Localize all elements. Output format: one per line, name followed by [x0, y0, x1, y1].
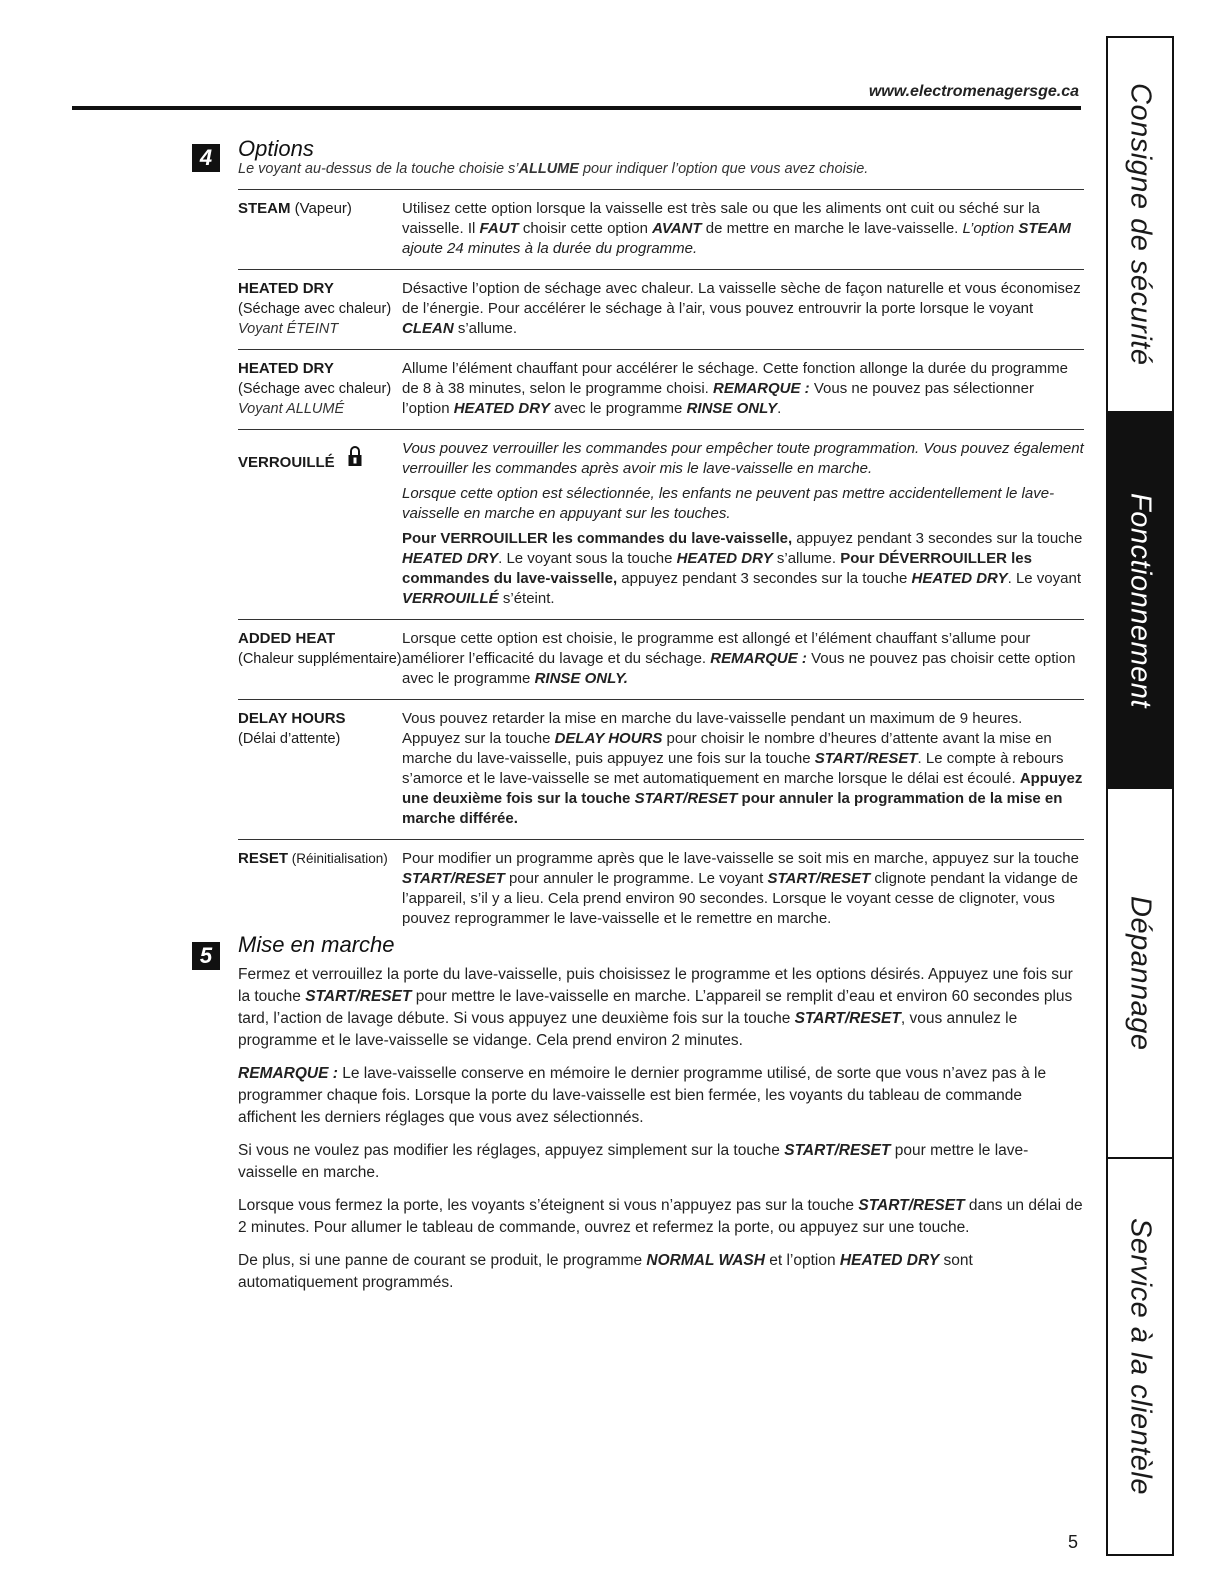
- options-table: [238, 189, 1084, 939]
- tab-depannage[interactable]: [1108, 787, 1172, 1157]
- paragraph: Fermez et verrouillez la porte du lave-vaisselle, puis choisissez le programme et les options désirés. Appuyez une fois sur la touche START/RESET pour mettre le lave-vaisselle en marche. L’appareil se remplit d’eau et environ 60 secondes plus tard, l’action de lavage débute. Si vous appuyez une deuxième fois sur la touche START/RESET, vous annulez le programme et le lave-vaisselle se vidange. Cela prend environ 2 minutes.: [238, 966, 1073, 1049]
- website-url[interactable]: www.electromenagersge.ca: [868, 83, 1079, 100]
- option-description: Désactive l’option de séchage avec chaleur. La vaisselle sèche de façon naturelle et vous économisez de l’énergie. Pour accélérer le séchage à l’air, vous pouvez entrouvrir la porte lorsque le voyant CLEAN s’allume.: [402, 280, 1081, 337]
- option-description: Utilisez cette option lorsque la vaisselle est très sale ou que les aliments ont cuit ou séché sur la vaisselle. Il FAUT choisir cette option AVANT de mettre en marche le lave-vaisselle. L’option STEAM ajoute 24 minutes à la durée du programme.: [402, 200, 1071, 257]
- tab-label: Dépannage: [1124, 895, 1157, 1051]
- page-number: 5: [1068, 1532, 1079, 1552]
- tab-label: Service à la clientèle: [1124, 1218, 1157, 1495]
- section-number-badge: 5: [192, 942, 220, 970]
- paragraph: Lorsque vous fermez la porte, les voyants s’éteignent si vous n’appuyez pas sur la touche START/RESET dans un délai de 2 minutes. Pour allumer le tableau de commande, ouvrez et refermez la porte, ou appuyez sur une touche.: [238, 1197, 1083, 1236]
- section-subtitle: Le voyant au-dessus de la touche choisie s’ALLUME pour indiquer l’option que vous avez choisie.: [238, 161, 869, 177]
- option-term: RESET (Réinitialisation): [238, 850, 388, 867]
- section-title-options: Options: [238, 136, 314, 161]
- header-rule: [72, 106, 1081, 110]
- side-tab-bar: [1106, 36, 1174, 1556]
- section-title-mise-en-marche: Mise en marche: [238, 932, 395, 957]
- option-description: Pour modifier un programme après que le lave-vaisselle se soit mis en marche, appuyez sur la touche START/RESET pour annuler le programme. Le voyant START/RESET clignote pendant la vidange de l’appareil, s’il y a lieu. Cela prend environ 90 secondes. Lorsque le voyant cesse de clignoter, vous pouvez reprogrammer le lave-vaisselle et le remettre en marche.: [402, 850, 1079, 927]
- tab-label: Fonctionnement: [1124, 492, 1157, 708]
- option-row-reset: [238, 839, 1084, 939]
- paragraph: REMARQUE : Le lave-vaisselle conserve en mémoire le dernier programme utilisé, de sorte que vous n’avez pas à le programmer chaque fois. Lorsque la porte du lave-vaisselle est bien fermée, les voyants du tableau de commande affichent les derniers réglages que vous avez sélectionnés.: [238, 1065, 1047, 1126]
- option-term: DELAY HOURS (Délai d’attente): [238, 710, 346, 747]
- option-description: Vous pouvez retarder la mise en marche du lave-vaisselle pendant un maximum de 9 heures. Appuyez sur la touche DELAY HOURS pour choisir le nombre d’heures d’attente avant la mise en marche du lave-vaisselle, puis appuyez une fois sur la touche START/RESET. Le compte à rebours s’amorce et le lave-vaisselle se met automatiquement en marche lorsque le délai est écoulé. Appuyez une deuxième fois sur la touche START/RESET pour annuler la programmation de la mise en marche différée.: [402, 710, 1083, 827]
- tab-fonctionnement[interactable]: [1108, 411, 1172, 787]
- option-row-steam: [238, 189, 1084, 269]
- start-instructions: [238, 964, 1084, 1305]
- option-row-lock: [238, 429, 1084, 619]
- option-description: Allume l’élément chauffant pour accélérer le séchage. Cette fonction allonge la durée du programme de 8 à 38 minutes, selon le programme choisi. REMARQUE : Vous ne pouvez pas sélectionner l’option HEATED DRY avec le programme RINSE ONLY.: [402, 360, 1068, 417]
- option-term: STEAM (Vapeur): [238, 200, 352, 217]
- section-number-badge: 4: [192, 144, 220, 172]
- paragraph: De plus, si une panne de courant se produit, le programme NORMAL WASH et l’option HEATED DRY sont automatiquement programmés.: [238, 1252, 973, 1291]
- option-term: HEATED DRY (Séchage avec chaleur) Voyant ÉTEINT: [238, 280, 392, 337]
- tab-label: Consigne de sécurité: [1124, 83, 1157, 366]
- option-row-heated-dry-off: [238, 269, 1084, 349]
- lock-icon: [347, 445, 363, 467]
- option-description: Vous pouvez verrouiller les commandes pour empêcher toute programmation. Vous pouvez également verrouiller les commandes après avoir mis le lave-vaisselle en marche. Lorsque cette option est sélectionnée, les enfants ne peuvent pas mettre accidentellement le lave-vaisselle en marche en appuyant sur les touches. Pour VERROUILLER les commandes du lave-vaisselle, appuyez pendant 3 secondes sur la touche HEATED DRY. Le voyant sous la touche HEATED DRY s’allume. Pour DÉVERROUILLER les commandes du lave-vaisselle, appuyez pendant 3 secondes sur la touche HEATED DRY. Le voyant VERROUILLÉ s’éteint.: [402, 440, 1084, 607]
- paragraph: Si vous ne voulez pas modifier les réglages, appuyez simplement sur la touche START/RESET pour mettre le lave-vaisselle en marche.: [238, 1142, 1029, 1181]
- option-row-heated-dry-on: [238, 349, 1084, 429]
- option-term: HEATED DRY (Séchage avec chaleur) Voyant ALLUMÉ: [238, 360, 392, 417]
- option-description: Lorsque cette option est choisie, le programme est allongé et l’élément chauffant s’allume pour améliorer l’efficacité du lavage et du séchage. REMARQUE : Vous ne pouvez pas choisir cette option avec le programme RINSE ONLY.: [402, 630, 1076, 687]
- option-term: VERROUILLÉ: [238, 439, 402, 609]
- option-row-added-heat: [238, 619, 1084, 699]
- tab-consigne-de-securite[interactable]: [1108, 38, 1172, 411]
- option-row-delay-hours: [238, 699, 1084, 839]
- tab-service-a-la-clientele[interactable]: [1108, 1157, 1172, 1554]
- option-term: ADDED HEAT (Chaleur supplémentaire): [238, 630, 402, 667]
